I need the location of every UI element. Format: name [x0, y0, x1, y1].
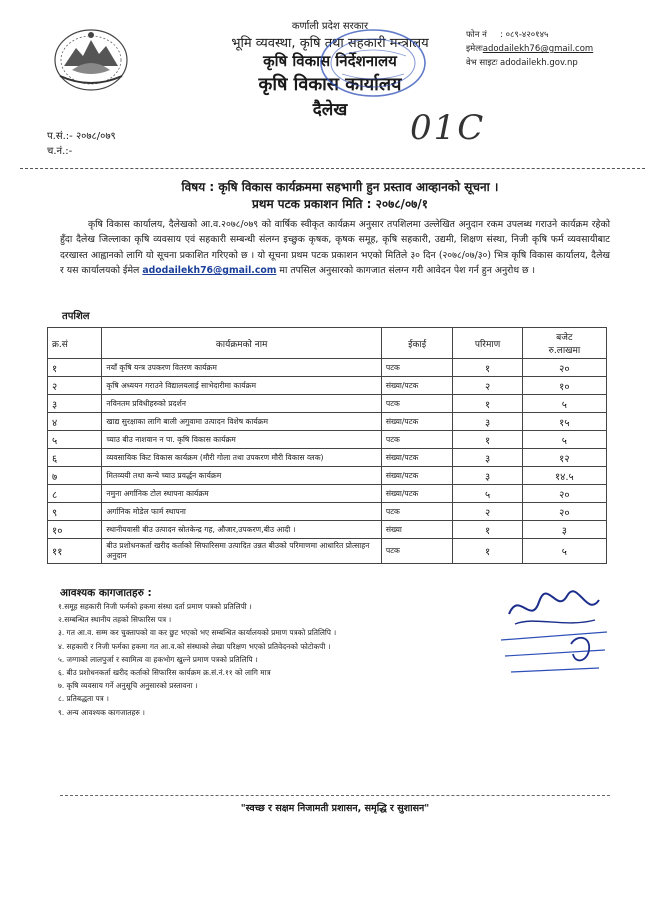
row-program-name: कृषि अध्ययन गराउने विद्यालयलाई साभेदारीमा कार्यक्रम	[102, 377, 382, 395]
web-label: वेभ साइटः	[466, 58, 498, 68]
row-quantity: ३	[453, 449, 522, 467]
publish-date: प्रथम पटक प्रकाशन मिति : २०७८/०७/१	[251, 197, 429, 211]
row-quantity: १	[453, 539, 522, 564]
email-label: इमेलः	[466, 44, 483, 54]
row-program-name: नमुना अर्गानिक टोल स्थापना कार्यक्रम	[102, 485, 382, 503]
row-sn: ८	[48, 485, 102, 503]
row-quantity: १	[453, 359, 522, 377]
row-unit: संख्या/पटक	[381, 449, 452, 467]
header-budget-line2: रु.लाखमा	[548, 346, 581, 356]
row-program-name: स्थानीयवासी बीउ उत्पादन स्रोतकेन्द्र गह, औजार,उपकरण,बीउ आदी ।	[102, 521, 382, 539]
row-program-name: बीउ प्रशोधनकर्ता खरीद कर्ताको सिफारिसमा उत्पादित उन्नत बीउको परिमाणमा आधारित प्रोत्साहन अनुदान	[102, 539, 382, 564]
row-unit: पटक	[381, 503, 452, 521]
table-row	[48, 521, 607, 539]
row-sn: १	[48, 359, 102, 377]
notice-body-text-end: मा तपसिल अनुसारको कागजात संलग्न गरी आवेदन पेश गर्न हुन अनुरोध छ ।	[279, 265, 535, 277]
row-unit: पटक	[381, 539, 452, 564]
footer-divider	[60, 795, 610, 796]
row-sn: ६	[48, 449, 102, 467]
header-budget-line1: बजेट	[556, 333, 573, 343]
phone-label: फोन नं	[466, 30, 487, 40]
row-budget: १४.५	[522, 467, 606, 485]
row-quantity: २	[453, 503, 522, 521]
header-program-name: कार्यक्रमको नाम	[102, 328, 382, 359]
nepal-emblem-icon	[52, 26, 130, 92]
document-item: ९. अन्य आवश्यक कागजातहरु ।	[58, 707, 145, 717]
table-row	[48, 539, 607, 564]
row-budget: ५	[522, 395, 606, 413]
row-unit: संख्या/पटक	[381, 413, 452, 431]
phone-value: : ०८९-४२०१४५	[500, 30, 549, 40]
document-item: ७. कृषि व्यवसाय गर्ने अनुसूचि अनुसारको प्रस्तावना ।	[58, 681, 198, 691]
row-sn: ७	[48, 467, 102, 485]
header-divider	[20, 168, 645, 169]
district-name: दैलेख	[312, 100, 348, 120]
row-budget: ५	[522, 431, 606, 449]
row-sn: ९	[48, 503, 102, 521]
directorate-name: कृषि विकास निर्देशनालय	[263, 52, 397, 70]
patra-sankhya: प.सं.:- २०७८/०७९	[47, 131, 116, 142]
row-quantity: २	[453, 377, 522, 395]
row-quantity: १	[453, 431, 522, 449]
row-sn: ३	[48, 395, 102, 413]
row-budget: २०	[522, 503, 606, 521]
table-row	[48, 395, 607, 413]
row-quantity: ३	[453, 413, 522, 431]
document-item: ५. जग्गाको लालपुर्जा र स्वामित्व वा हकभोग खुल्ने प्रमाण पत्रको प्रतिलिपि ।	[58, 654, 258, 664]
tapsil-label: तपशिल	[62, 311, 90, 322]
row-sn: २	[48, 377, 102, 395]
program-table	[47, 327, 607, 564]
row-unit: पटक	[381, 395, 452, 413]
row-unit: संख्या/पटक	[381, 467, 452, 485]
table-header-row	[48, 328, 607, 359]
table-row	[48, 431, 607, 449]
ministry-name: भूमि व्यवस्था, कृषि तथा सहकारी मन्त्रालय	[231, 36, 429, 51]
subject-line: विषय : कृषि विकास कार्यक्रममा सहभागी हुन प्रस्ताव आव्हानको सूचना ।	[181, 180, 499, 194]
table-row	[48, 503, 607, 521]
row-sn: ५	[48, 431, 102, 449]
table-row	[48, 467, 607, 485]
row-unit: पटक	[381, 359, 452, 377]
row-budget: ५	[522, 539, 606, 564]
row-sn: १०	[48, 521, 102, 539]
document-item: ८. प्रतिबद्धता पत्र ।	[58, 694, 109, 704]
row-budget: १०	[522, 377, 606, 395]
document-item: ६. बीउ प्रशोधनकर्ता खरीद कर्ताको सिफारिस कार्यक्रम क्र.सं.नं.११ को लागि मात्र	[58, 668, 271, 678]
web-line	[466, 57, 578, 68]
header-quantity: परिमाण	[453, 328, 522, 359]
body-email-link[interactable]: adodailekh76@gmail.com	[142, 265, 277, 277]
row-quantity: १	[453, 521, 522, 539]
row-sn: ४	[48, 413, 102, 431]
row-quantity: ५	[453, 485, 522, 503]
government-name: कर्णाली प्रदेश सरकार	[291, 21, 369, 32]
row-budget: ३	[522, 521, 606, 539]
header-budget	[522, 328, 606, 359]
document-item: १.समूह सहकारी निजी फर्मको हकमा संस्था दर्ता प्रमाण पत्रको प्रतिलिपी ।	[58, 602, 252, 611]
row-budget: २०	[522, 485, 606, 503]
row-program-name: व्यवसायिक किट विकास कार्यक्रम (मौरी गोला तथा उपकरण मौरी विकास व्लक)	[102, 449, 382, 467]
office-name: कृषि विकास कार्यालय	[258, 74, 402, 95]
row-program-name: खाद्य सुरक्षाका लागि बाली अगुवामा उत्पादन विशेष कार्यक्रम	[102, 413, 382, 431]
row-budget: १२	[522, 449, 606, 467]
document-item: २.सम्बन्धित स्थानीय तहको सिफारिस पत्र ।	[58, 615, 172, 625]
row-unit: पटक	[381, 431, 452, 449]
row-unit: संख्या/पटक	[381, 377, 452, 395]
handwritten-mark: 01C	[410, 108, 486, 148]
document-item: ३. गत आ.व. सम्म कर चुक्तापको वा कर छुट भएको भए सम्बन्धित कार्यालयको प्रमाण पत्रको प्रतिलिपि ।	[58, 628, 337, 638]
row-program-name: अर्गानिक मोडेल फार्म स्थापना	[102, 503, 382, 521]
row-budget: २०	[522, 359, 606, 377]
chalani-number: च.नं.:-	[47, 146, 73, 157]
row-program-name: नविनतम प्रविधीहरुको प्रदर्शन	[102, 395, 382, 413]
signature-stamp-icon	[495, 584, 615, 688]
row-program-name: मितव्ययी तथा कन्ये च्याउ प्रवर्द्धन कार्यक्रम	[102, 467, 382, 485]
row-quantity: १	[453, 395, 522, 413]
table-row	[48, 485, 607, 503]
row-unit: संख्या/पटक	[381, 485, 452, 503]
table-row	[48, 413, 607, 431]
office-stamp-icon	[318, 26, 428, 100]
row-quantity: ३	[453, 467, 522, 485]
email-line	[466, 43, 593, 54]
header-sn: क्र.सं	[48, 328, 102, 359]
phone-line	[466, 29, 548, 40]
program-table-body	[48, 359, 607, 564]
footer-motto: "स्वच्छ र सक्षम निजामती प्रशासन, समृद्धि र सुशासन"	[240, 803, 430, 814]
header-unit: ईकाई	[381, 328, 452, 359]
email-link[interactable]: adodailekh76@gmail.com	[482, 44, 594, 54]
notice-body-text: कृषि विकास कार्यालय, दैलेखको आ.व.२०७८/०७९ को वार्षिक स्वीकृत कार्यक्रम अनुसार तपशिलमा उल्लेखित अनुदान रकम उपलब्ध गराउने कार्यक्रम रहेको हुँदा दैलेख जिल्लाका कृषि व्यवसाय एवं सहकारी सम्बन्धी संलग्न इच्छुक कृषक, कृषक समूह, कृषि सहकारी, उद्यमी, शिक्षण संस्था, निजी कृषि फर्म व्यवसायीबाट दरखास्त आह्वानको लागि यो सूचना प्रकाशित गरिएको छ । यो सूचना प्रथम पटक प्रकाशन भएको मितिले ३० दिन (२०७८/०७/३०) भित्र कृषि विकास कार्यालय, दैलेख र यस कार्यालयको ईमेल	[60, 219, 610, 277]
table-row	[48, 377, 607, 395]
notice-body	[60, 217, 610, 279]
row-sn: ११	[48, 539, 102, 564]
documents-title: आवश्यक कागजातहरु :	[60, 587, 152, 599]
table-row	[48, 359, 607, 377]
document-item: ४. सहकारी र निजी फर्मका हकमा गत आ.व.को संस्थाको लेखा परिक्षण भएको प्रतिवेदनको फोटोकपी ।	[58, 641, 331, 651]
row-unit: संख्या	[381, 521, 452, 539]
row-program-name: च्याउ बीउ नाशवान न पा. कृषि विकास कार्यक्रम	[102, 431, 382, 449]
table-row	[48, 449, 607, 467]
row-budget: १५	[522, 413, 606, 431]
web-link[interactable]: adodailekh.gov.np	[500, 58, 578, 68]
documents-list	[58, 600, 336, 719]
row-program-name: नयाँ कृषि यन्त्र उपकरण वितरण कार्यक्रम	[102, 359, 382, 377]
